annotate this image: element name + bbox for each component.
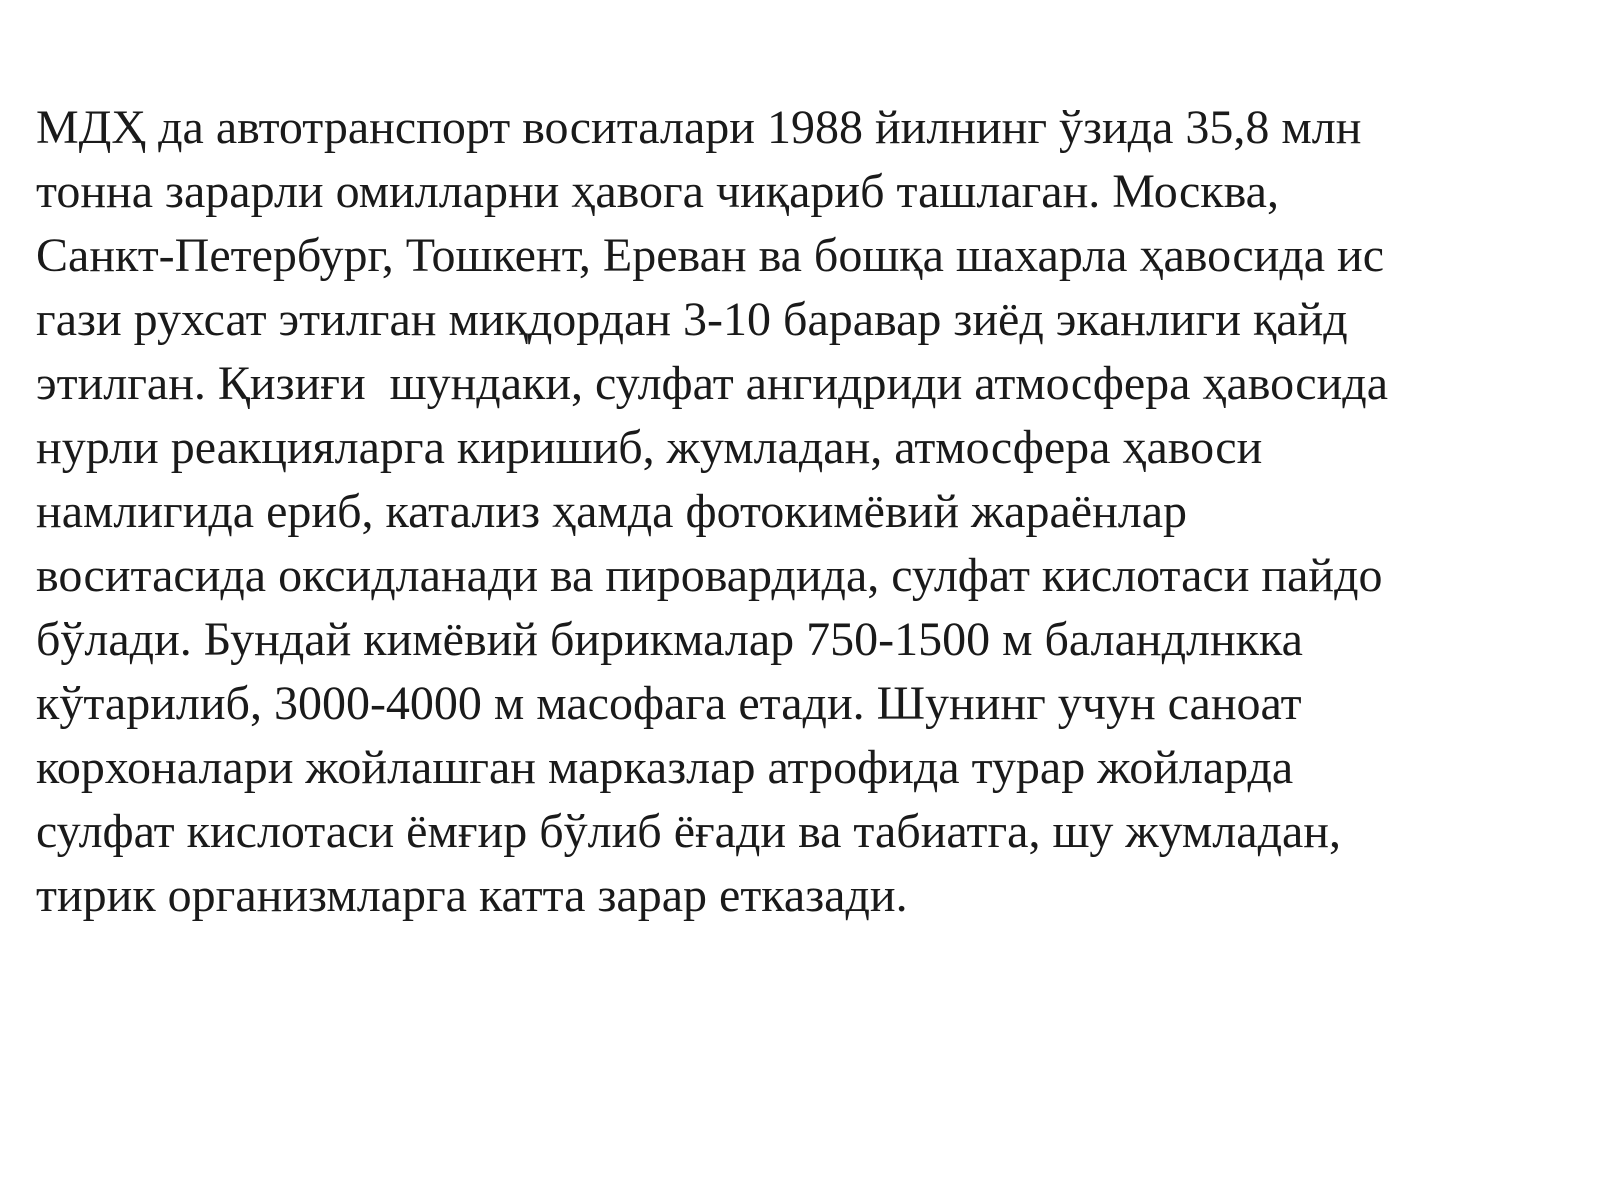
paragraph-line: сулфат кислотаси ёмғир бўлиб ёғади ва табиатга, шу жумладан, <box>36 805 1341 858</box>
paragraph-line: намлигида ериб, катализ ҳамда фотокимёвий жараёнлар <box>36 485 1188 538</box>
paragraph-line: гази рухсат этилган миқдордан 3-10 баравар зиёд эканлиги қайд <box>36 293 1348 346</box>
paragraph-line: кўтарилиб, 3000-4000 м масофага етади. Шунинг учун саноат <box>36 677 1302 730</box>
paragraph-line: тонна зарарли омилларни ҳавога чиқариб ташлаган. Москва, <box>36 165 1279 218</box>
paragraph <box>36 96 1576 928</box>
paragraph-line: тирик организмларга катта зарар етказади. <box>36 869 908 922</box>
paragraph-line: этилган. Қизиғи шундаки, сулфат ангидриди атмосфера ҳавосида <box>36 357 1389 410</box>
paragraph-line: воситасида оксидланади ва пировардида, сулфат кислотаси пайдо <box>36 549 1383 602</box>
paragraph-line: нурли реакцияларга киришиб, жумладан, атмосфера ҳавоси <box>36 421 1263 474</box>
paragraph-line: бўлади. Бундай кимёвий бирикмалар 750-1500 м баландлнкка <box>36 613 1303 666</box>
paragraph-line: корхоналари жойлашган марказлар атрофида турар жойларда <box>36 741 1294 794</box>
paragraph-line: МДҲ да автотранспорт воситалари 1988 йилнинг ўзида 35,8 млн <box>36 101 1362 154</box>
paragraph-line: Санкт-Петербург, Тошкент, Ереван ва бошқа шахарла ҳавосида ис <box>36 229 1385 282</box>
